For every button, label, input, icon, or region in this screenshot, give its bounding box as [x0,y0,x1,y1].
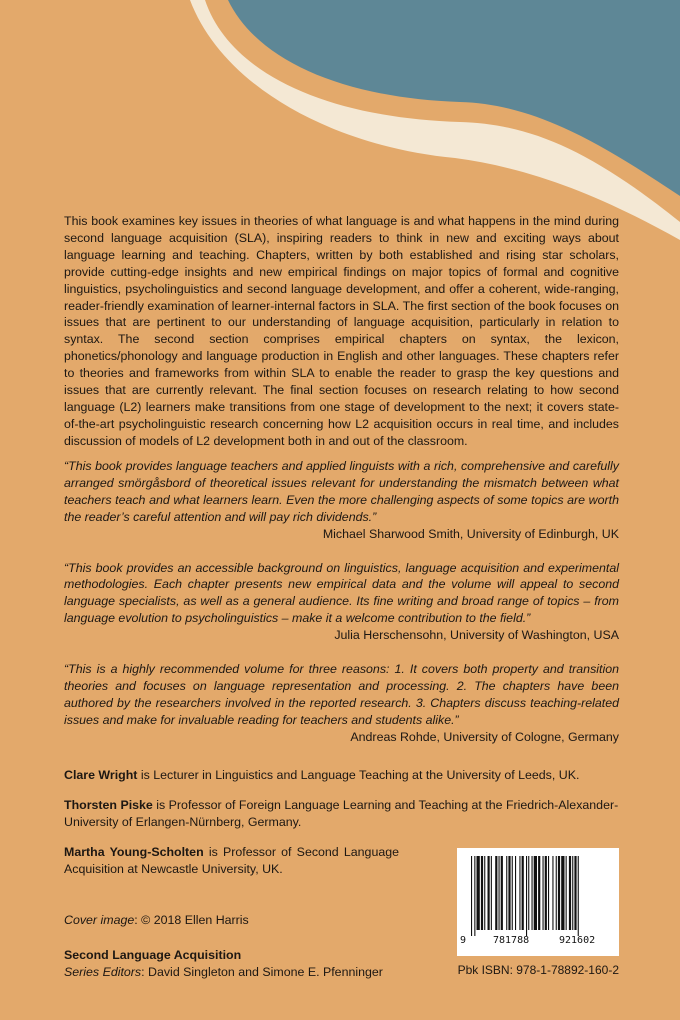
editor-name: Martha Young-Scholten [64,844,204,859]
barcode-bar [548,856,549,930]
barcode-bar [477,856,480,930]
barcode [457,848,619,956]
barcode-bar [543,856,544,930]
book-description: This book examines key issues in theories of what language is and what happens in the mind during second language acquisition (SLA), inspiring readers to think in new and exciting ways about language learning and teaching. Chapters, written by both established and rising star scholars, provide cutting-edge insights and new empirical findings on major topics of formal and cognitive linguistics, psycholinguistics and second language development, and offer a coherent, wide-ranging, reader-friendly examination of learner-internal factors in SLA. The first section of the book focuses on issues that are pertinent to our understanding of language acquisition, particularly in relation to syntax. The second section comprises empirical chapters on syntax, the lexicon, phonetics/phonology and language production in English and other languages. These chapters refer to theories and frameworks from within SLA to enable the reader to grasp the key questions and issues that are currently relevant. The final section focuses on research relating to how second language (L2) learners make transitions from one stage of development to the next; it covers state-of-the-art psycholinguistic research concerning how L2 acquisition occurs in real time, and includes discussion of models of L2 development both in and out of the classroom. [64,214,619,448]
barcode-bar [508,856,510,930]
barcode-bar [574,856,576,930]
barcode-bar [515,856,516,930]
editor-bio-text: is Professor of Second Language Acquisition at Newcastle University, UK. [64,844,400,876]
barcode-bar [534,856,537,930]
endorsement-attribution: Michael Sharwood Smith, University of Edinburgh, UK [322,526,619,541]
barcode-bar [556,856,557,930]
barcode-bar [499,856,500,930]
barcode-digit-first: 9 [460,935,467,946]
barcode-bar [481,856,483,930]
barcode-bar [538,856,540,930]
barcode-bar [488,856,490,930]
barcode-bar [572,856,573,930]
barcode-bar [495,856,497,930]
barcode-bar [558,856,560,930]
cover-image-credit [64,913,249,927]
isbn: Pbk ISBN: 978-1-78892-160-2 [457,963,619,977]
barcode-digits-left: 781788 [493,935,530,946]
editor-bio-text: is Lecturer in Linguistics and Language Teaching at the University of Leeds, UK. [137,768,580,782]
barcode-bar [506,856,507,930]
series-title: Second Language Acquisition [64,948,242,962]
editor-name: Clare Wright [64,768,138,782]
barcode-bar [545,856,547,930]
barcode-bar [528,856,529,930]
barcode-bar [578,856,579,936]
speech-bubble-graphic [0,0,680,240]
barcode-bar [526,856,527,936]
editor-bio-text: is Professor of Foreign Language Learning and Teaching at the Friedrich-Alexander-University of Erlangen-Nürnberg, Germany. [64,797,619,829]
barcode-bar [552,856,553,930]
barcode-bar [566,856,567,930]
barcode-bar [561,856,564,930]
endorsement-text: “This book provides an accessible background on linguistics, language acquisition and experimental methodologies. Each chapter presents new empirical data and the volume will appeal to second language specialists, as well as a general audience. Its fine writing and broad range of topics – from language evolution to psycholinguistics – make it a welcome contribution to the field.” [64,560,619,626]
endorsement-attribution: Julia Herschensohn, University of Washington, USA [334,628,619,643]
barcode-bar [512,856,513,930]
barcode-bar [471,856,472,936]
barcode-bar [522,856,524,930]
series-info [64,947,383,980]
cover-credit-text: : © 2018 Ellen Harris [134,913,249,927]
barcode-bar [501,856,503,930]
series-editors [64,964,383,981]
barcode-bar [532,856,533,930]
endorsement [64,560,619,645]
barcode-bar [474,856,475,936]
barcode-bar [519,856,520,930]
editor-bio [64,844,399,878]
endorsement [64,661,619,746]
barcode-bar [569,856,571,930]
endorsement [64,458,619,543]
endorsement-attribution: Andreas Rohde, University of Cologne, Germany [350,729,619,744]
barcode-bar [484,856,485,930]
series-editors-names: : David Singleton and Simone E. Pfenninger [141,964,383,979]
endorsements [64,458,619,763]
editor-bio [64,767,619,784]
barcode-digits-right: 921602 [559,935,596,946]
series-editors-label: Series Editors [64,964,142,979]
endorsement-text: “This is a highly recommended volume for three reasons: 1. It covers both property and transition theories and focuses on language representation and processing. 2. The chapters have been authored by the researchers involved in the reported research. 3. Chapters discuss teaching-related issues and make for invaluable reading for teachers and students alike.” [64,662,619,727]
editor-name: Thorsten Piske [64,797,153,812]
cover-credit-label: Cover image [64,913,135,927]
barcode-bar [491,856,492,930]
endorsement-text: “This book provides language teachers and applied linguists with a rich, comprehensive and carefully arranged smörgåsbord of theoretical issues relevant for understanding the mismatch between what teachers teach and what learners learn. Even the more challenging aspects of some topics are worth the reader’s careful attention and will pay rich dividends.” [64,459,619,524]
barcode-bars [467,856,609,936]
editor-bio [64,797,619,831]
